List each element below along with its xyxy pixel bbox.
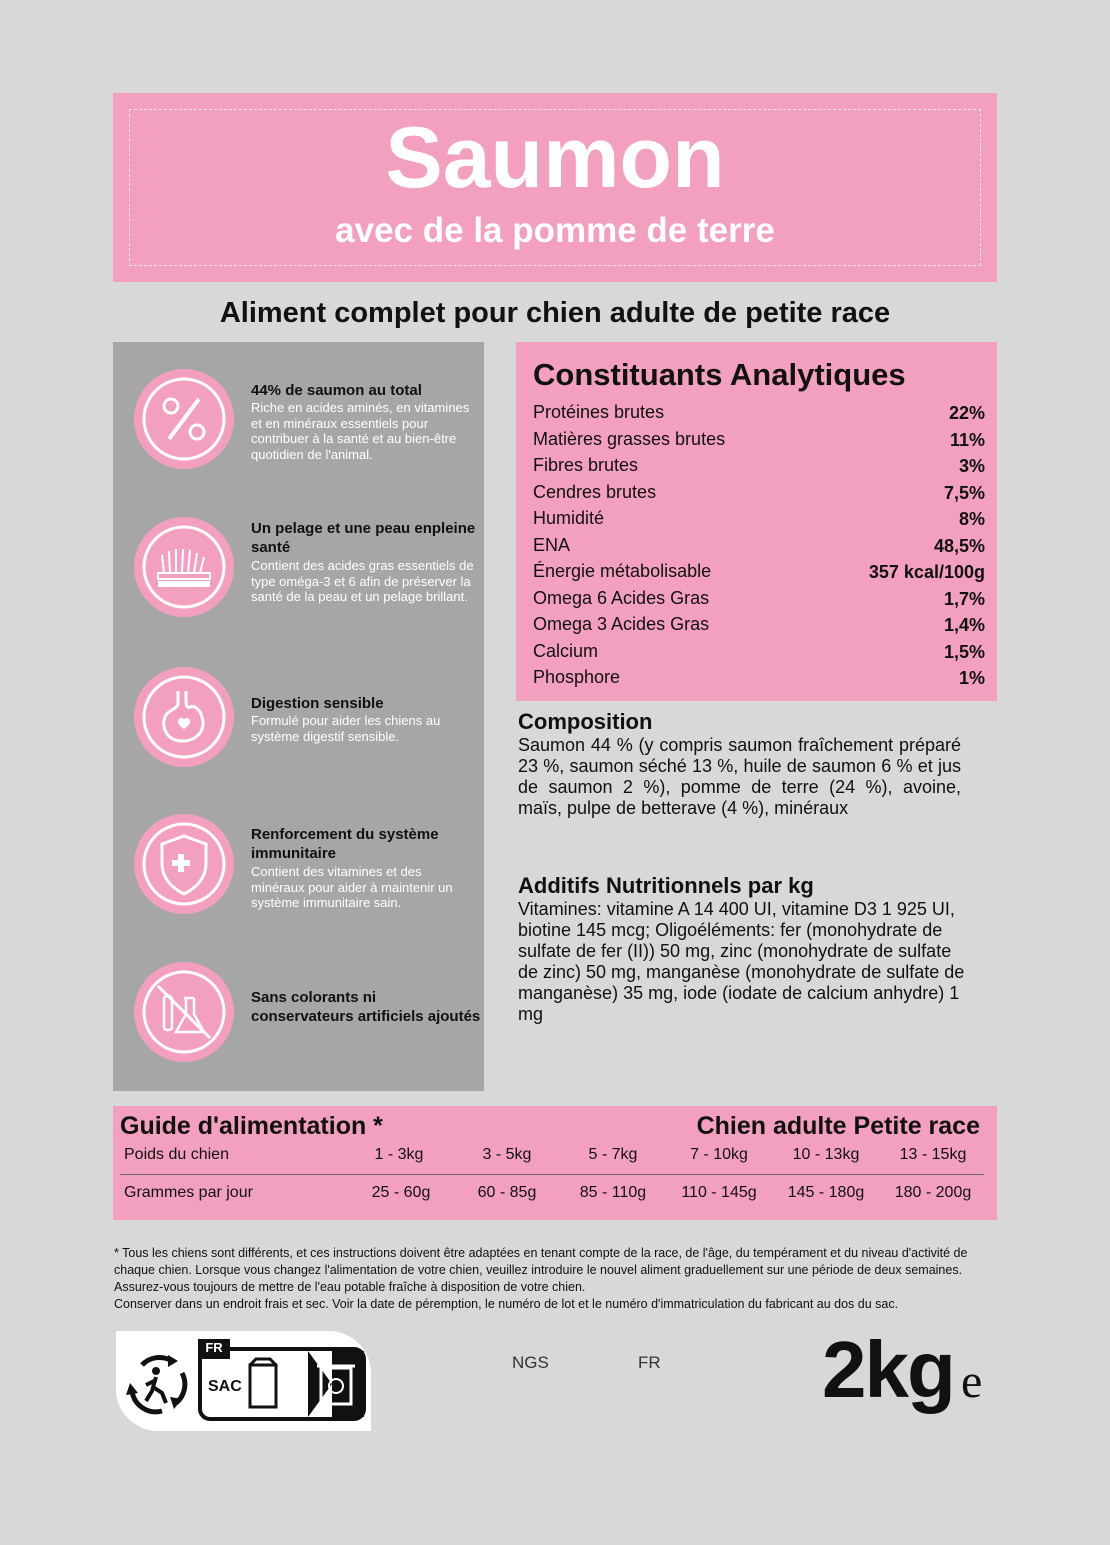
analytics-value: 22%	[948, 403, 985, 423]
analytics-value: 3%	[958, 456, 985, 476]
feeding-guide	[113, 1106, 997, 1220]
weight-cell: 3 - 5kg	[482, 1146, 532, 1163]
grams-cell: 145 - 180g	[787, 1184, 865, 1201]
additives-title: Additifs Nutritionnels par kg	[518, 873, 814, 898]
analytics-row	[533, 559, 985, 585]
analytics-label: Matières grasses brutes	[533, 428, 726, 449]
weight-cell: 7 - 10kg	[690, 1146, 748, 1163]
analytics-label: Protéines brutes	[533, 402, 665, 422]
analytics-row	[533, 506, 985, 532]
stomach-icon	[134, 667, 234, 767]
analytical-constituents-box	[516, 342, 997, 701]
net-weight: 2kg	[822, 1325, 954, 1414]
grams-cell: 85 - 110g	[579, 1184, 647, 1201]
benefit-description: Riche en acides aminés, en vitamines et en minéraux essentiels pour contribuer à la santé et au bien-être quotidien de l'animal.	[251, 400, 470, 462]
benefits-panel	[113, 342, 484, 1091]
skin-coat-icon	[134, 517, 234, 617]
analytics-value: 357 kcal/100g	[868, 562, 985, 582]
composition-title: Composition	[518, 709, 653, 734]
weight-cell: 13 - 15kg	[899, 1146, 967, 1163]
benefit-description: Contient des vitamines et des minéraux pour aider à maintenir un système immunitaire sain.	[251, 864, 453, 910]
benefit-title: Digestion sensible	[251, 695, 384, 712]
product-header	[113, 93, 997, 282]
analytics-row	[533, 453, 985, 479]
benefit-description: Contient des acides gras essentiels de type oméga-3 et 6 afin de préserver la santé de la peau et un pelage brillant.	[251, 558, 474, 604]
analytics-label: Fibres brutes	[533, 455, 639, 475]
composition-text: Saumon 44 % (y compris saumon fraîchement préparé 23 %, saumon séché 13 %, huile de saumon 6 % et jus de saumon 2 %), pomme de terre (24 %), avoine, maïs, pulpe de betterave (4 %), minéraux	[518, 735, 961, 818]
benefit-title: Renforcement du système immunitaire	[251, 826, 439, 862]
benefit-item	[113, 667, 484, 777]
analytics-value: 8%	[958, 509, 985, 529]
country-code: FR	[638, 1353, 661, 1372]
analytics-label: Omega 3 Acides Gras	[533, 614, 710, 634]
footnote	[114, 1245, 996, 1313]
analytics-value: 1,7%	[943, 588, 985, 609]
grams-row-label: Grammes par jour	[124, 1184, 253, 1201]
analytics-value: 1%	[958, 668, 985, 688]
weight-cell: 5 - 7kg	[588, 1146, 638, 1163]
analytics-row	[533, 427, 985, 453]
analytics-row	[533, 533, 985, 559]
analytics-row	[533, 665, 985, 691]
triman-recycling-label	[116, 1331, 371, 1431]
triman-country-code: FR	[205, 1340, 223, 1355]
estimated-sign: e	[961, 1355, 983, 1408]
analytics-row	[533, 480, 985, 506]
product-tagline: Aliment complet pour chien adulte de petite race	[219, 297, 891, 329]
benefit-title: Sans colorants ni conservateurs artificiels ajoutés	[251, 989, 481, 1025]
analytics-value: 7,5%	[943, 482, 985, 503]
analytics-row	[533, 639, 985, 665]
weight-cell: 1 - 3kg	[374, 1146, 424, 1163]
analytics-value: 11%	[949, 429, 985, 450]
analytics-label: Énergie métabolisable	[533, 561, 712, 581]
feeding-guide-title: Guide d'alimentation *	[120, 1112, 383, 1140]
analytics-value: 1,4%	[943, 615, 985, 635]
analytics-value: 1,5%	[943, 641, 985, 662]
triman-logo-icon	[122, 1351, 192, 1417]
benefit-title: Un pelage et une peau enpleine santé	[251, 520, 476, 556]
analytics-label: Omega 6 Acides Gras	[533, 587, 710, 608]
analytics-row	[533, 586, 985, 612]
footnote-feeding-note: * Tous les chiens sont différents, et ces instructions doivent être adaptées en tenant compte de la race, de l'âge, du tempérament et du niveau d'activité de chaque chien. Lorsque vous changez l'alimentation de votre chien, veuillez introduire le nouvel aliment graduellement sur une période de deux semaines. Assurez-vous toujours de mettre de l'eau potable fraîche à disposition de votre chien.	[114, 1246, 968, 1294]
grams-cell: 60 - 85g	[477, 1184, 537, 1201]
benefit-description: Formulé pour aider les chiens au système digestif sensible.	[251, 713, 441, 744]
benefit-item	[113, 814, 484, 924]
product-subtitle: avec de la pomme de terre	[335, 211, 775, 250]
analytics-value: 48,5%	[933, 535, 985, 556]
analytics-label: Calcium	[533, 640, 599, 661]
benefit-title: 44% de saumon au total	[251, 382, 422, 399]
shield-cross-icon	[134, 814, 234, 914]
analytics-label: Humidité	[533, 508, 605, 528]
weight-cell: 10 - 13kg	[792, 1146, 860, 1163]
feeding-guide-subtitle: Chien adulte Petite race	[696, 1112, 980, 1140]
analytics-label: Phosphore	[533, 667, 621, 687]
no-chemicals-icon	[134, 962, 234, 1062]
analytics-label: ENA	[533, 534, 571, 555]
grams-cell: 110 - 145g	[681, 1184, 757, 1201]
grams-cell: 25 - 60g	[371, 1184, 431, 1201]
percent-icon	[134, 369, 234, 469]
footnote-storage-note: Conserver dans un endroit frais et sec. Voir la date de péremption, le numéro de lot et le numéro d'immatriculation du fabricant au dos du sac.	[114, 1297, 899, 1311]
additives-text: Vitamines: vitamine A 14 400 UI, vitamine D3 1 925 UI, biotine 145 mcg; Oligoéléments: fer (monohydrate de sulfate de fer (II)) 50 mg, zinc (monohydrate de sulfate de zinc) 50 mg, manganèse (monohydrate de sulfate de manganèse) 35 mg, iode (iodate de calcium anhydre) 1 mg	[518, 899, 965, 1024]
benefit-item	[113, 517, 484, 627]
weight-row-label: Poids du chien	[124, 1146, 229, 1163]
product-title: Saumon	[385, 110, 725, 206]
analytics-row	[533, 612, 985, 638]
grams-cell: 180 - 200g	[894, 1184, 972, 1201]
triman-item-label: SAC	[208, 1378, 242, 1395]
benefit-item	[113, 962, 484, 1072]
feeding-guide-divider	[120, 1174, 984, 1175]
manufacturer-mark: NGS	[512, 1353, 549, 1372]
analytics-title: Constituants Analytiques	[533, 357, 906, 392]
analytics-row	[533, 400, 985, 426]
analytics-label: Cendres brutes	[533, 481, 657, 502]
benefit-item	[113, 369, 484, 479]
